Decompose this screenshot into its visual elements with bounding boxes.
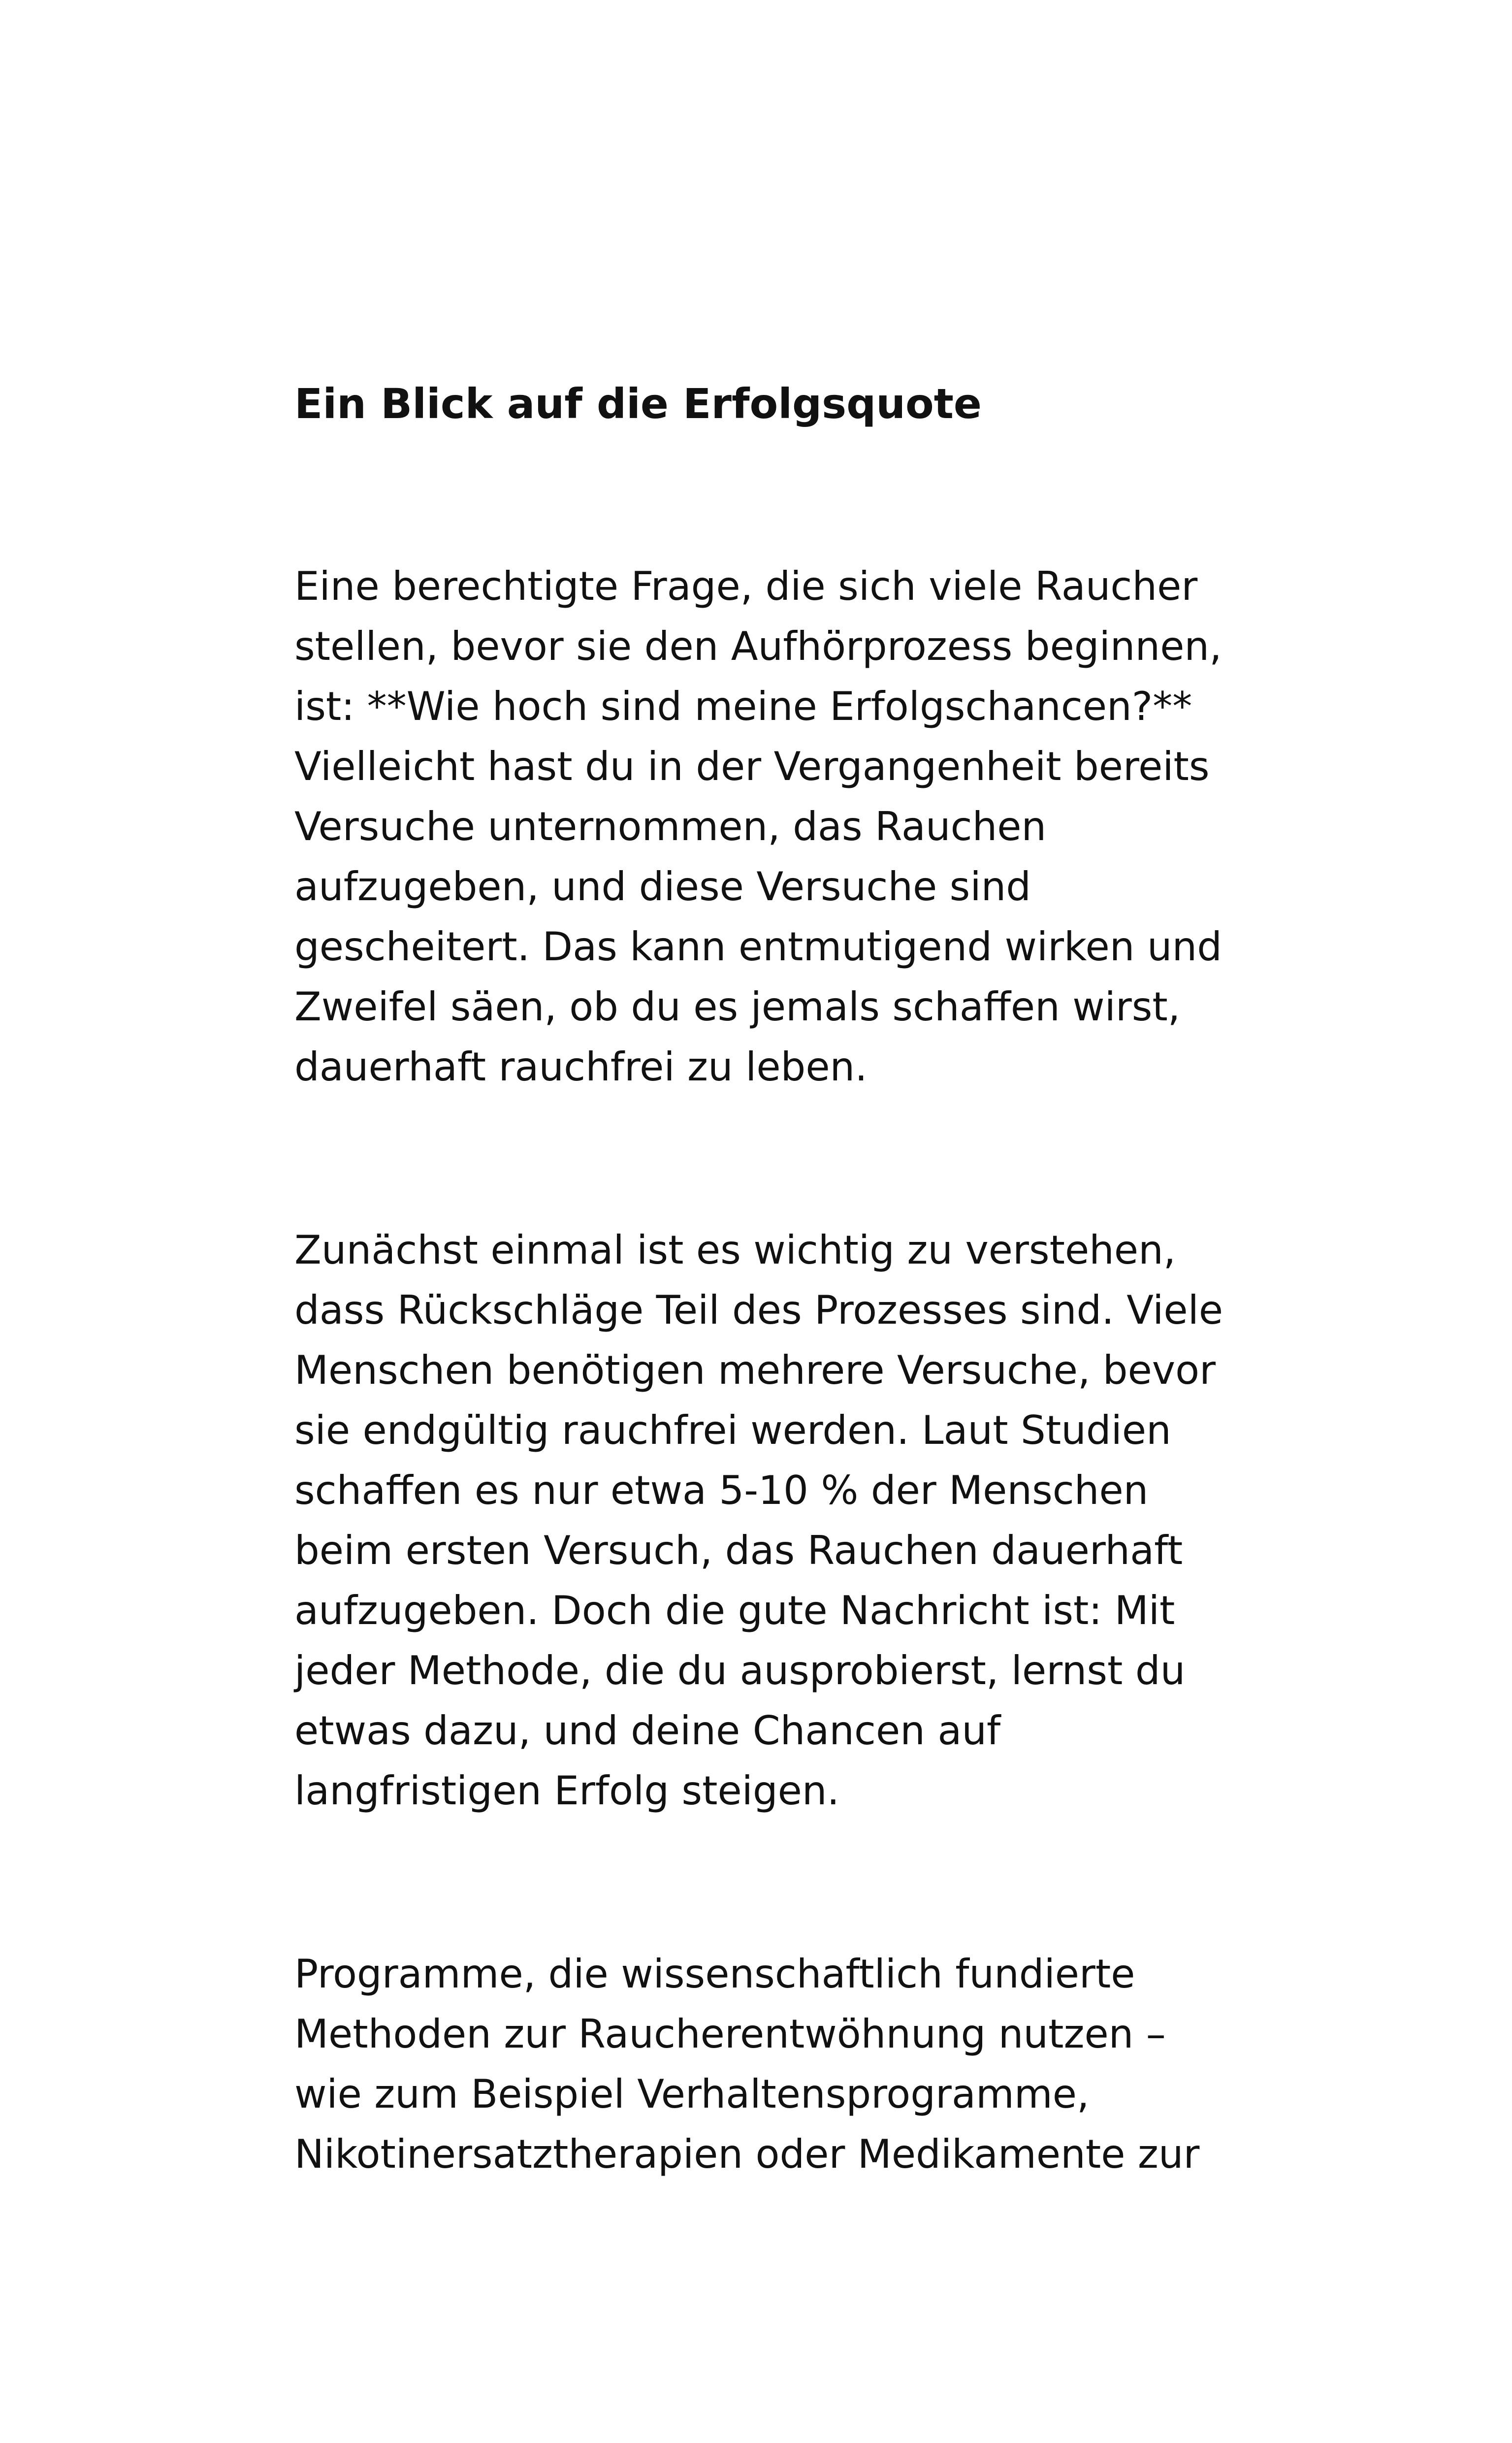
- text-line: Programme, die wissenschaftlich fundierte: [294, 1951, 1135, 1997]
- text-line: jeder Methode, die du ausprobierst, lernst du: [294, 1648, 1186, 1694]
- text-line: Nikotinersatztherapien oder Medikamente zur: [294, 2131, 1200, 2177]
- section-heading: Ein Blick auf die Erfolgsquote: [294, 380, 982, 428]
- text-line: wie zum Beispiel Verhaltensprogramme,: [294, 2071, 1090, 2117]
- text-line: aufzugeben. Doch die gute Nachricht ist: Mit: [294, 1588, 1175, 1633]
- text-line: Eine berechtigte Frage, die sich viele Raucher: [294, 563, 1198, 609]
- text-line: aufzugeben, und diese Versuche sind: [294, 864, 1031, 910]
- text-line: langfristigen Erfolg steigen.: [294, 1768, 840, 1814]
- text-line: dauerhaft rauchfrei zu leben.: [294, 1044, 868, 1090]
- document-body: [294, 374, 1279, 2184]
- text-line: etwas dazu, und deine Chancen auf: [294, 1708, 1001, 1754]
- text-line: Menschen benötigen mehrere Versuche, bevor: [294, 1347, 1216, 1393]
- text-line: dass Rückschläge Teil des Prozesses sind. Viele: [294, 1287, 1223, 1333]
- text-line: beim ersten Versuch, das Rauchen dauerhaft: [294, 1528, 1183, 1573]
- text-line: ist: **Wie hoch sind meine Erfolgschancen?**: [294, 684, 1192, 729]
- paragraph-3: [294, 1944, 1279, 2184]
- text-line: Methoden zur Raucherentwöhnung nutzen –: [294, 2011, 1166, 2057]
- text-line: gescheitert. Das kann entmutigend wirken und: [294, 924, 1222, 970]
- text-line: Versuche unternommen, das Rauchen: [294, 804, 1047, 849]
- text-line: Zweifel säen, ob du es jemals schaffen wirst,: [294, 984, 1181, 1030]
- text-line: stellen, bevor sie den Aufhörprozess beginnen,: [294, 623, 1222, 669]
- text-line: Zunächst einmal ist es wichtig zu verstehen,: [294, 1227, 1176, 1273]
- text-line: sie endgültig rauchfrei werden. Laut Studien: [294, 1407, 1171, 1453]
- text-line: schaffen es nur etwa 5-10 % der Menschen: [294, 1467, 1149, 1513]
- paragraph-1: [294, 556, 1279, 1097]
- text-line: Vielleicht hast du in der Vergangenheit bereits: [294, 744, 1210, 789]
- paragraph-2: [294, 1220, 1279, 1821]
